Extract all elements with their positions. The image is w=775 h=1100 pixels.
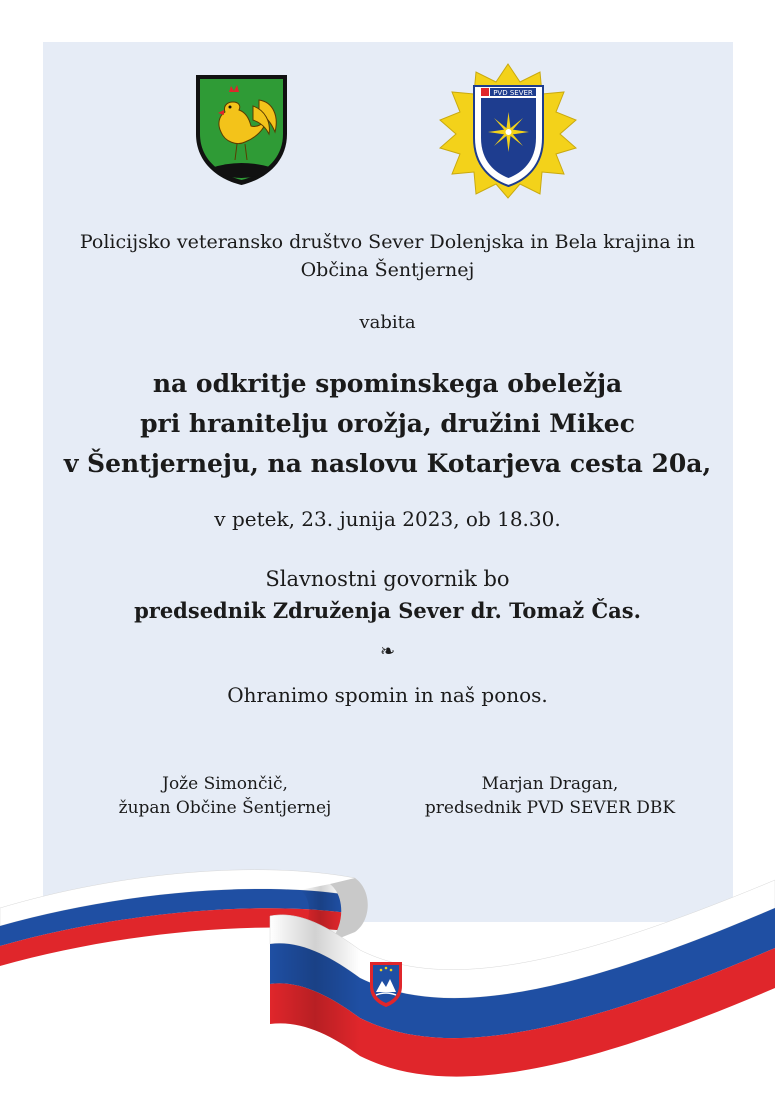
speaker-name: predsednik Združenja Sever dr. Tomaž Čas.	[134, 598, 641, 623]
badge-top-text: PVD SEVER	[493, 89, 533, 97]
signature-right	[410, 772, 690, 820]
coat-of-arms-sentjernej-icon	[193, 72, 290, 187]
signature-right-title: predsednik PVD SEVER DBK	[424, 798, 676, 818]
organizers-line-2: Občina Šentjernej	[300, 259, 475, 281]
signature-left-title: župan Občine Šentjernej	[118, 798, 332, 818]
slovenian-flag-ribbon	[0, 850, 775, 1100]
invite-verb: vabita	[359, 312, 416, 333]
pvd-sever-emblem-icon	[436, 62, 581, 200]
event-title-line-2: pri hranitelju orožja, družini Mikec	[140, 409, 635, 438]
signature-left	[95, 772, 355, 820]
organizers-line-1: Policijsko veteransko društvo Sever Dolenjska in Bela krajina in	[79, 231, 696, 253]
signature-right-name: Marjan Dragan,	[481, 774, 619, 794]
motto: Ohranimo spomin in naš ponos.	[227, 683, 548, 707]
signature-left-name: Jože Simončič,	[162, 774, 288, 794]
event-title-line-1: na odkritje spominskega obeležja	[152, 369, 623, 398]
event-datetime: v petek, 23. junija 2023, ob 18.30.	[214, 507, 561, 531]
speaker-intro: Slavnostni govornik bo	[265, 567, 510, 591]
ornament-icon: ❧	[379, 641, 396, 662]
event-title-line-3: v Šentjerneju, na naslovu Kotarjeva cesta 20a,	[63, 449, 712, 478]
